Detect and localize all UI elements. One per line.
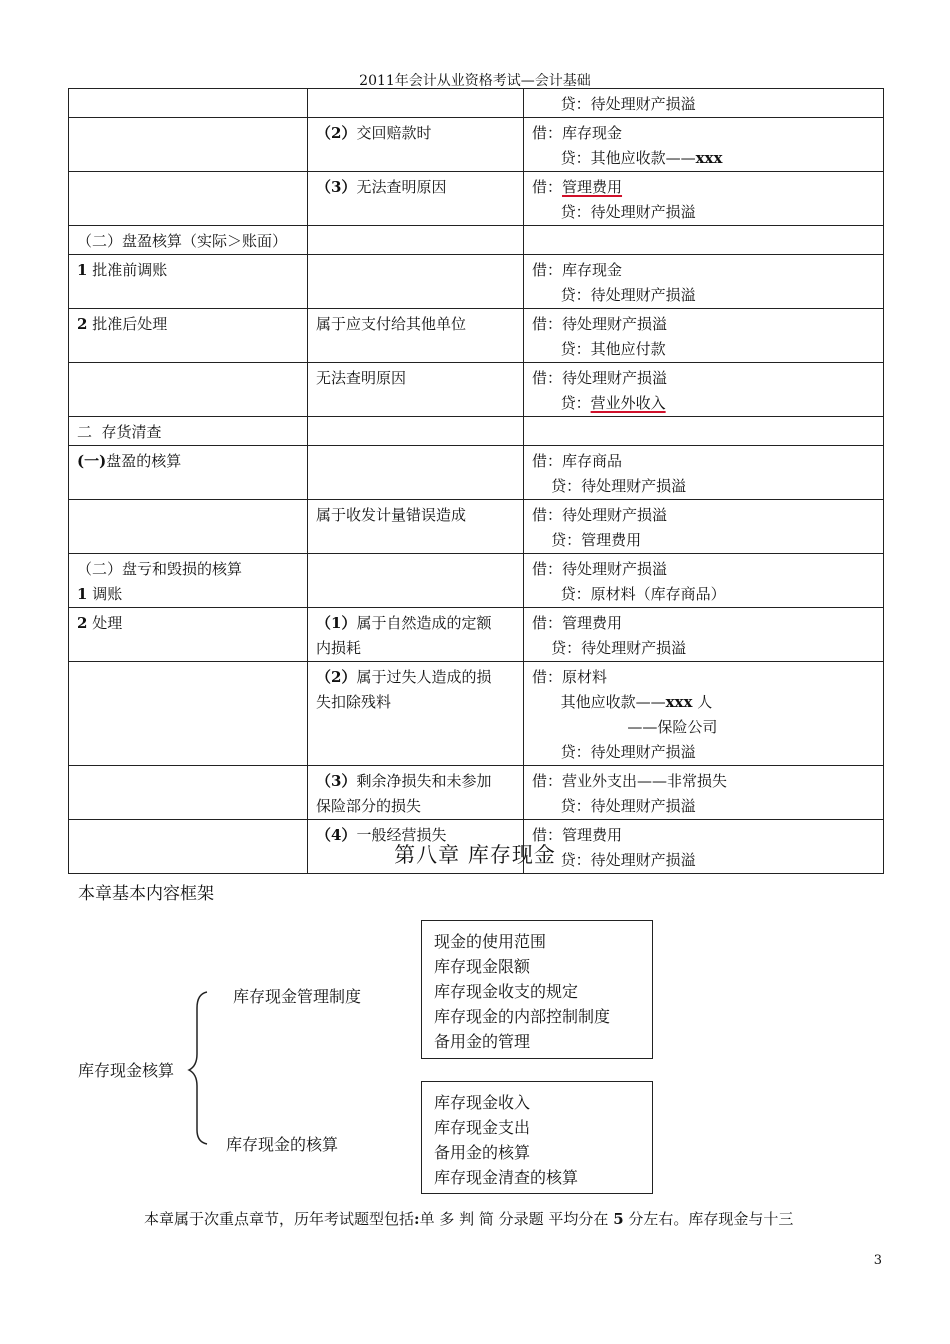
table-cell-col1 bbox=[69, 554, 308, 608]
table-cell-col3 bbox=[524, 309, 884, 363]
cell-line: 贷：待处理财产损溢 bbox=[532, 639, 687, 657]
management-topics-box bbox=[421, 920, 653, 1059]
page-number: 3 bbox=[873, 1253, 882, 1268]
table-cell-col2 bbox=[308, 226, 524, 255]
accounting-topics-box bbox=[421, 1081, 653, 1194]
cell-line: 借：营业外支出——非常损失 bbox=[532, 772, 728, 790]
cell-line: （1）属于自然造成的定额 bbox=[316, 614, 492, 632]
framework-item: 库存现金收支的规定 bbox=[434, 982, 579, 1001]
table-cell-col2 bbox=[308, 662, 524, 766]
table-cell-col2 bbox=[308, 446, 524, 500]
cell-line: 1 批准前调账 bbox=[77, 261, 168, 279]
table-row bbox=[69, 417, 884, 446]
table-cell-col3 bbox=[524, 118, 884, 172]
framework-branch-accounting: 库存现金的核算 bbox=[226, 1135, 339, 1154]
framework-root: 库存现金核算 bbox=[78, 1061, 175, 1080]
cell-line: 贷：管理费用 bbox=[532, 531, 642, 549]
cell-line: （2）属于过失人造成的损 bbox=[316, 668, 492, 686]
table-cell-col3 bbox=[524, 554, 884, 608]
cell-line: 借：库存现金 bbox=[532, 261, 623, 279]
table-row bbox=[69, 662, 884, 766]
table-row bbox=[69, 500, 884, 554]
cell-line: 内损耗 bbox=[316, 639, 362, 657]
table-cell-col3 bbox=[524, 766, 884, 820]
cell-line: （2）交回赔款时 bbox=[316, 124, 432, 142]
table-cell-col3 bbox=[524, 500, 884, 554]
cell-line: 贷：待处理财产损溢 bbox=[532, 203, 696, 221]
cell-line: 保险部分的损失 bbox=[316, 797, 422, 815]
cell-line: 其他应收款——xxx 人 bbox=[532, 693, 713, 711]
cell-line: （二）盘盈核算（实际＞账面） bbox=[77, 232, 288, 250]
table-cell-col1 bbox=[69, 172, 308, 226]
cell-line: 2 处理 bbox=[77, 614, 123, 632]
table-cell-col1 bbox=[69, 500, 308, 554]
table-cell-col2 bbox=[308, 417, 524, 446]
table-cell-col1 bbox=[69, 89, 308, 118]
cell-line: 借：待处理财产损溢 bbox=[532, 369, 668, 387]
brace-icon bbox=[183, 988, 213, 1148]
table-row bbox=[69, 608, 884, 662]
chapter-summary-text bbox=[144, 1208, 793, 1229]
table-row bbox=[69, 766, 884, 820]
table-cell-col2 bbox=[308, 554, 524, 608]
table-cell-col1 bbox=[69, 309, 308, 363]
cell-line: 借：待处理财产损溢 bbox=[532, 506, 668, 524]
cell-line: （4）一般经营损失 bbox=[316, 826, 447, 844]
cell-line: 贷：待处理财产损溢 bbox=[532, 797, 696, 815]
cell-line: 贷：其他应收款——xxx bbox=[532, 149, 723, 167]
cell-line: (一)盘盈的核算 bbox=[77, 452, 182, 470]
cell-line: 贷：待处理财产损溢 bbox=[532, 477, 687, 495]
cell-line: 贷：待处理财产损溢 bbox=[532, 743, 696, 761]
cell-line: 贷：待处理财产损溢 bbox=[532, 851, 696, 869]
framework-item: 库存现金的内部控制制度 bbox=[434, 1007, 611, 1026]
table-cell-col2 bbox=[308, 255, 524, 309]
summary-part-3: 分左右。库存现金与十三 bbox=[623, 1210, 794, 1228]
chapter-title: 第八章 库存现金 bbox=[394, 843, 556, 867]
table-row bbox=[69, 255, 884, 309]
table-cell-col2 bbox=[308, 118, 524, 172]
cell-line: 1 调账 bbox=[77, 585, 123, 603]
red-underline-term: 营业外收入 bbox=[590, 394, 666, 412]
summary-score: 5 bbox=[613, 1210, 624, 1228]
table-cell-col1 bbox=[69, 446, 308, 500]
cell-line: （3）剩余净损失和未参加 bbox=[316, 772, 492, 790]
table-cell-col2 bbox=[308, 608, 524, 662]
cell-line: 失扣除残料 bbox=[316, 693, 392, 711]
cell-line: 贷：待处理财产损溢 bbox=[532, 95, 696, 113]
table-cell-col3 bbox=[524, 608, 884, 662]
cell-line: 借：管理费用 bbox=[532, 826, 623, 844]
cell-line-underlined: 借：管理费用 bbox=[532, 178, 623, 196]
cell-line: 借：待处理财产损溢 bbox=[532, 560, 668, 578]
table-cell-col3 bbox=[524, 89, 884, 118]
framework-title: 本章基本内容框架 bbox=[78, 884, 214, 904]
cell-line: 借：库存商品 bbox=[532, 452, 623, 470]
framework-item: 库存现金清查的核算 bbox=[434, 1168, 579, 1187]
summary-colon: : bbox=[414, 1210, 420, 1228]
table-cell-col1 bbox=[69, 766, 308, 820]
framework-item: 备用金的核算 bbox=[434, 1143, 531, 1162]
table-cell-col3 bbox=[524, 255, 884, 309]
summary-part-2: 单 多 判 简 分录题 平均分在 bbox=[419, 1210, 614, 1228]
page-header: 2011年会计从业资格考试—会计基础 bbox=[359, 73, 591, 89]
table-row bbox=[69, 226, 884, 255]
summary-part-1: 本章属于次重点章节，历年考试题型包括 bbox=[144, 1210, 415, 1228]
table-row bbox=[69, 363, 884, 417]
framework-branch-management: 库存现金管理制度 bbox=[233, 987, 362, 1006]
cell-line: 贷：其他应付款 bbox=[532, 340, 666, 358]
table-cell-col1 bbox=[69, 226, 308, 255]
table-cell-col1 bbox=[69, 255, 308, 309]
table-cell-col2 bbox=[308, 89, 524, 118]
table-row bbox=[69, 554, 884, 608]
table-cell-col3 bbox=[524, 662, 884, 766]
table-cell-col2 bbox=[308, 500, 524, 554]
cell-line: 属于收发计量错误造成 bbox=[316, 506, 467, 524]
table-row bbox=[69, 309, 884, 363]
framework-item: 现金的使用范围 bbox=[434, 932, 547, 951]
table-cell-col3 bbox=[524, 226, 884, 255]
cell-line: 无法查明原因 bbox=[316, 369, 407, 387]
inventory-clearing-table bbox=[68, 88, 884, 874]
table-cell-col3 bbox=[524, 446, 884, 500]
cell-line: 2 批准后处理 bbox=[77, 315, 168, 333]
framework-item: 库存现金限额 bbox=[434, 957, 531, 976]
cell-line: 借：待处理财产损溢 bbox=[532, 315, 668, 333]
cell-line: 属于应支付给其他单位 bbox=[316, 315, 467, 333]
table-cell-col2 bbox=[308, 766, 524, 820]
cell-line-underlined: 贷：营业外收入 bbox=[532, 394, 666, 412]
framework-item: 库存现金支出 bbox=[434, 1118, 531, 1137]
framework-item: 备用金的管理 bbox=[434, 1032, 531, 1051]
cell-line: 借：原材料 bbox=[532, 668, 608, 686]
cell-line: （二）盘亏和毁损的核算 bbox=[77, 560, 243, 578]
red-underline-term: 管理费用 bbox=[562, 178, 623, 196]
table-cell-col1 bbox=[69, 417, 308, 446]
table-cell-col1 bbox=[69, 608, 308, 662]
table-cell-col3 bbox=[524, 363, 884, 417]
table-cell-col2 bbox=[308, 309, 524, 363]
table-cell-col2 bbox=[308, 363, 524, 417]
table-cell-col3 bbox=[524, 172, 884, 226]
table-row bbox=[69, 118, 884, 172]
cell-line: 二 存货清查 bbox=[77, 423, 162, 441]
table-cell-col3 bbox=[524, 417, 884, 446]
cell-line: ——保险公司 bbox=[532, 718, 718, 736]
table-cell-col1 bbox=[69, 118, 308, 172]
framework-item: 库存现金收入 bbox=[434, 1093, 531, 1112]
table-row bbox=[69, 89, 884, 118]
cell-line: （3）无法查明原因 bbox=[316, 178, 447, 196]
table-row bbox=[69, 172, 884, 226]
cell-line: 借：管理费用 bbox=[532, 614, 623, 632]
table-row bbox=[69, 446, 884, 500]
table-cell-col1 bbox=[69, 363, 308, 417]
cell-line: 贷：原材料（库存商品） bbox=[532, 585, 726, 603]
cell-line: 借：库存现金 bbox=[532, 124, 623, 142]
table-cell-col2 bbox=[308, 172, 524, 226]
cell-line: 贷：待处理财产损溢 bbox=[532, 286, 696, 304]
table-cell-col1 bbox=[69, 662, 308, 766]
